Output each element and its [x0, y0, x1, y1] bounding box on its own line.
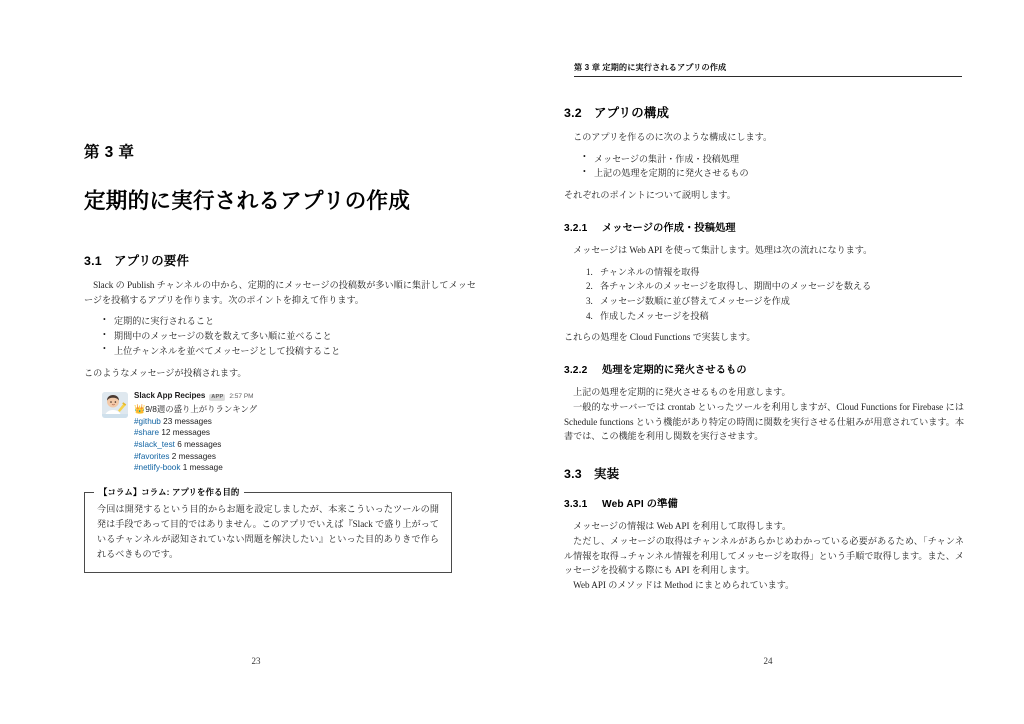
running-head: 第 3 章 定期的に実行されるアプリの作成	[574, 62, 962, 77]
spacer	[84, 215, 476, 235]
list-item: チャンネルの情報を取得	[600, 266, 700, 277]
slack-message-count: 1 message	[182, 463, 223, 473]
subsection-3-2-2-paragraph-1: 上記の処理を定期的に発火させるものを用意します。	[573, 387, 791, 398]
subsection-3-2-1-closing: これらの処理を Cloud Functions で実装します。	[564, 332, 756, 343]
spacer	[564, 234, 964, 243]
spacer	[564, 323, 964, 330]
subsection-number: 3.3.1	[564, 499, 588, 511]
section-3-2-lead: このアプリを作るのに次のような構成にします。	[573, 132, 773, 142]
intro-paragraph: Slack の Publish チャンネルの中から、定期的にメッセージの投稿数が多い順に集計してメッセージを投稿するアプリを作ります。次のポイントを抑えて作ります。	[84, 280, 476, 305]
page-number: 23	[251, 656, 261, 666]
spacer	[564, 510, 964, 519]
slack-app-avatar-icon	[102, 392, 128, 418]
slack-channel-link[interactable]: #slack_test	[134, 439, 175, 449]
slack-channel-link[interactable]: #github	[134, 416, 161, 426]
list-item	[134, 439, 402, 451]
spacer	[84, 269, 476, 278]
section-title: アプリの要件	[114, 254, 190, 268]
spacer	[564, 0, 964, 103]
slack-app-badge: APP	[211, 394, 224, 401]
spacer	[564, 376, 964, 385]
subsection-title: Web API の準備	[602, 499, 678, 511]
section-3-2-closing: それぞれのポイントについて説明します。	[564, 190, 736, 201]
list-item	[134, 416, 402, 428]
list-item: • 上位チャンネルを並べてメッセージとして投稿すること	[114, 344, 476, 359]
list-item	[134, 427, 402, 439]
subsection-title: メッセージの作成・投稿処理	[602, 222, 736, 234]
subsection-3-3-1-paragraph-1: メッセージの情報は Web API を利用して取得します。	[573, 521, 792, 532]
slack-channel-link[interactable]: #netlify-book	[134, 463, 181, 473]
list-item: メッセージ数順に並び替えてメッセージを作成	[600, 296, 790, 307]
subsection-heading-3-2-2	[564, 361, 964, 376]
subsection-3-2-2-paragraph-2: 一般的なサーバーでは crontab といったツールを利用しますが、Cloud Functions for Firebase には Schedule functions という機能があり特定の時間に関数を実行させる仕組みが用意されています。本書では、この機能を利用し関数を実行させます。	[564, 401, 964, 442]
right-page-content	[564, 0, 964, 593]
spacer	[564, 203, 964, 219]
subsection-heading-3-3-1	[564, 495, 964, 510]
subsection-3-3-1-paragraph-3: Web API のメソッドは Method にまとめられています。	[573, 579, 795, 590]
right-page	[512, 0, 1024, 724]
section-title: 実装	[594, 467, 620, 482]
slack-headline	[134, 403, 402, 415]
section-heading-3-2	[564, 103, 964, 121]
crown-icon: 👑	[134, 404, 146, 415]
spacer	[564, 121, 964, 130]
spacer	[564, 145, 964, 152]
slack-message-body	[134, 392, 402, 473]
spacer	[84, 359, 476, 366]
slack-message-count: 23 messages	[163, 416, 212, 426]
list-item: 各チャンネルのメッセージを取得し、期間中のメッセージを数える	[600, 281, 872, 292]
subsection-3-3-1-paragraph-2: ただし、メッセージの取得はチャンネルがあらかじめわかっている必要があるため、「チャンネル情報を取得→チャンネル情報を利用してメッセージを取得」という手順で取得します。また、メッセージを投稿する際にも API を利用します。	[564, 535, 964, 576]
slack-headline-text: 9/8週の盛り上がりランキング	[145, 404, 258, 415]
section-heading-3-3	[564, 464, 964, 482]
column-box	[84, 486, 452, 573]
slack-message-meta	[134, 392, 402, 401]
slack-username: Slack App Recipes	[134, 391, 206, 401]
slack-message-count: 2 messages	[171, 451, 216, 461]
subsection-title: 処理を定期的に発火させるもの	[602, 365, 747, 377]
section-heading-3-1	[84, 251, 476, 269]
list-item: • 定期的に実行されること	[114, 314, 476, 329]
page-number: 24	[763, 656, 773, 666]
requirements-list	[84, 314, 476, 358]
subsection-number: 3.2.2	[564, 365, 588, 377]
list-item: • 上記の処理を定期的に発火させるもの	[594, 166, 964, 181]
slack-message-count: 6 messages	[177, 439, 222, 449]
spacer	[84, 235, 476, 251]
avatar	[102, 392, 128, 418]
process-steps-list	[564, 265, 964, 324]
spacer	[564, 345, 964, 361]
list-item	[134, 451, 402, 463]
subsection-3-2-1-lead: メッセージは Web API を使って集計します。処理は次の流れになります。	[573, 244, 873, 255]
column-box-body: 今回は開発するという目的からお題を設定しましたが、本来こういったツールの開発は手段であって目的ではありません。このアプリでいえば『Slack で盛り上がっているチャンネルが認知されていない問題を解決したい』といった目的ありきで作られるべきものです。	[97, 503, 439, 560]
column-box-legend: 【コラム】コラム: アプリを作る目的	[94, 486, 244, 498]
spacer	[84, 307, 476, 314]
list-item: • メッセージの集計・作成・投稿処理	[594, 152, 964, 167]
section-title: アプリの構成	[594, 106, 670, 120]
subsection-number: 3.2.1	[564, 222, 588, 234]
section-number: 3.3	[564, 467, 582, 482]
subsection-heading-3-2-1	[564, 219, 964, 234]
spacer	[564, 482, 964, 495]
architecture-list	[564, 152, 964, 181]
slack-channel-link[interactable]: #favorites	[134, 451, 170, 461]
after-list-paragraph: このようなメッセージが投稿されます。	[84, 367, 247, 378]
slack-message-screenshot	[102, 392, 402, 473]
slack-message-count: 12 messages	[161, 428, 211, 438]
spacer	[564, 181, 964, 188]
list-item: • 期間中のメッセージの数を数えて多い順に並べること	[114, 329, 476, 344]
chapter-title: 定期的に実行されるアプリの作成	[84, 189, 411, 213]
spacer	[564, 444, 964, 464]
section-number: 3.1	[84, 254, 102, 268]
spacer	[564, 258, 964, 265]
list-item	[134, 462, 402, 474]
section-number: 3.2	[564, 106, 582, 120]
chapter-number: 第 3 章	[84, 144, 135, 161]
list-item: 作成したメッセージを投稿	[600, 310, 709, 321]
slack-timestamp: 2:57 PM	[229, 393, 254, 401]
slack-channel-link[interactable]: #share	[134, 428, 160, 438]
left-page-content	[84, 0, 476, 573]
